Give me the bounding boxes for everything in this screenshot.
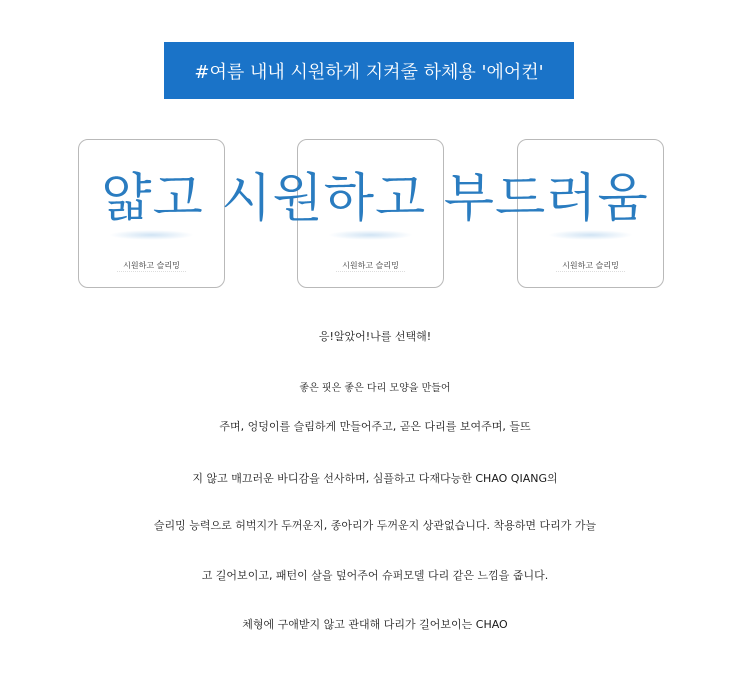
body-line-6: 고 길어보이고, 패턴이 살을 덮어주어 슈퍼모델 다리 같은 느낌을 줍니다.: [201, 569, 549, 582]
body-line-7: 체형에 구애받지 않고 관대해 다리가 길어보이는 CHAO: [242, 618, 508, 631]
banner-text: #여름 내내 시원하게 지켜줄 하체용 '에어컨': [194, 61, 544, 83]
body-line-4: 지 않고 매끄러운 바디감을 선사하며, 심플하고 다재다능한 CHAO QIANG의: [192, 472, 558, 485]
body-line-3: 주며, 엉덩이를 슬림하게 만들어주고, 곧은 다리를 보여주며, 들뜨: [219, 420, 531, 433]
body-line-2: 좋은 핏은 좋은 다리 모양을 만들어: [299, 383, 451, 394]
card-label: 시원하고 슬리밍: [556, 260, 625, 272]
body-line-5: 슬리밍 능력으로 허벅지가 두꺼운지, 종아리가 두꺼운지 상관없습니다. 착용하면 다리가 가늘: [153, 519, 597, 532]
card-label: 시원하고 슬리밍: [336, 260, 405, 272]
headline: 얇고 시원하고 부드러움: [101, 169, 649, 229]
body-line-1: 응!알았어!나를 선택해!: [318, 330, 432, 343]
card-label: 시원하고 슬리밍: [117, 260, 186, 272]
promo-banner: [164, 42, 574, 99]
